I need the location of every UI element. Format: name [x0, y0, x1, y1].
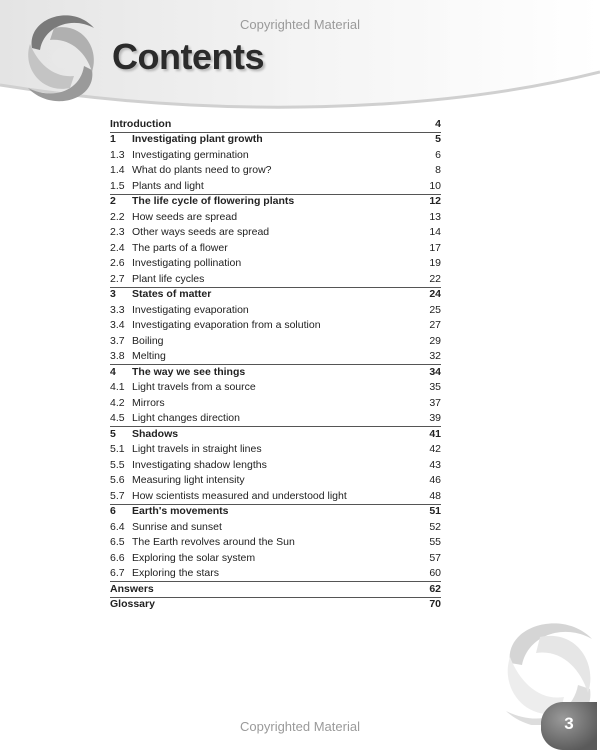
- toc-number: 5.7: [110, 489, 125, 502]
- toc-page-number: 41: [429, 427, 441, 440]
- toc-title: How scientists measured and understood light: [132, 489, 347, 502]
- toc-number: 6: [110, 505, 116, 517]
- toc-number: 3.3: [110, 303, 125, 316]
- toc-number: 5.5: [110, 458, 125, 471]
- toc-section-row: [110, 209, 441, 225]
- toc-chapter-row: [110, 116, 441, 132]
- toc-title: Plants and light: [132, 179, 204, 192]
- toc-title: Shadows: [132, 427, 179, 440]
- toc-chapter-row: [110, 426, 441, 442]
- toc-number: 2: [110, 195, 116, 207]
- toc-section-row: [110, 395, 441, 411]
- toc-page-number: 5: [435, 133, 441, 145]
- page-number: 3: [564, 714, 574, 733]
- toc-title: How seeds are spread: [132, 210, 238, 223]
- toc-section-row: [110, 457, 441, 473]
- toc-page-number: 19: [429, 257, 441, 269]
- toc-page-number: 34: [429, 365, 441, 378]
- toc-section-row: [110, 349, 441, 365]
- toc-title: Melting: [132, 350, 166, 362]
- toc-title: Earth's movements: [132, 505, 229, 517]
- toc-page-number: 12: [429, 195, 441, 207]
- toc-title: Exploring the solar system: [132, 551, 256, 564]
- toc-page-number: 37: [429, 396, 441, 409]
- page-title: Contents: [112, 36, 264, 77]
- toc-title: The Earth revolves around the Sun: [132, 536, 295, 548]
- toc-section-row: [110, 163, 441, 179]
- toc-title: The way we see things: [132, 365, 246, 378]
- toc-title: Investigating evaporation from a solution: [132, 319, 321, 331]
- toc-chapter-row: [110, 132, 441, 148]
- toc-number: 3.8: [110, 350, 125, 362]
- toc-section-row: [110, 147, 441, 163]
- toc-section-row: [110, 380, 441, 396]
- toc-number: 2.7: [110, 272, 125, 285]
- toc-page-number: 22: [429, 272, 441, 285]
- toc-page-number: 55: [429, 536, 441, 548]
- toc-number: 4.2: [110, 396, 125, 409]
- toc-page-number: 4: [435, 117, 441, 130]
- toc-title: Investigating shadow lengths: [132, 458, 267, 471]
- toc-number: 1.3: [110, 148, 125, 161]
- toc-page-number: 6: [435, 148, 441, 161]
- table-of-contents: [110, 116, 441, 612]
- toc-number: 3.4: [110, 319, 125, 331]
- toc-number: 2.4: [110, 241, 125, 254]
- toc-page-number: 52: [429, 520, 441, 533]
- copyright-watermark-top: Copyrighted Material: [240, 17, 360, 32]
- toc-section-row: [110, 535, 441, 551]
- toc-chapter-row: [110, 581, 441, 597]
- toc-number: 6.6: [110, 551, 125, 564]
- toc-page-number: 24: [429, 288, 441, 300]
- toc-page-number: 10: [429, 179, 441, 192]
- toc-page-number: 17: [429, 241, 441, 254]
- toc-page-number: 43: [429, 458, 441, 471]
- toc-section-row: [110, 178, 441, 194]
- toc-number: 4: [110, 365, 116, 378]
- toc-title: Investigating germination: [132, 148, 249, 161]
- toc-section-row: [110, 519, 441, 535]
- toc-title: Exploring the stars: [132, 567, 219, 579]
- toc-chapter-row: [110, 287, 441, 303]
- toc-page-number: 60: [429, 567, 441, 579]
- toc-number: 3.7: [110, 334, 125, 347]
- toc-page-number: 13: [429, 210, 441, 223]
- toc-number: 2.6: [110, 257, 125, 269]
- toc-page-number: 62: [429, 582, 441, 595]
- toc-chapter-row: [110, 194, 441, 210]
- toc-section-row: [110, 442, 441, 458]
- toc-title: Investigating plant growth: [132, 133, 263, 145]
- toc-section-row: [110, 240, 441, 256]
- toc-title: Light travels from a source: [132, 381, 256, 393]
- toc-title: Plant life cycles: [132, 272, 205, 285]
- toc-page-number: 51: [429, 505, 441, 517]
- toc-number: 6.5: [110, 536, 125, 548]
- toc-number: 4.1: [110, 381, 125, 393]
- toc-title: Light travels in straight lines: [132, 443, 262, 455]
- toc-title: The parts of a flower: [132, 241, 228, 254]
- toc-chapter-row: [110, 364, 441, 380]
- toc-page-number: 25: [429, 303, 441, 316]
- toc-section-row: [110, 411, 441, 427]
- toc-page-number: 35: [429, 381, 441, 393]
- toc-section-row: [110, 333, 441, 349]
- toc-page-number: 46: [429, 474, 441, 486]
- toc-title: Mirrors: [132, 396, 165, 409]
- toc-page-number: 70: [429, 598, 441, 610]
- toc-number: 5: [110, 427, 116, 440]
- toc-chapter-row: [110, 597, 441, 613]
- toc-title: What do plants need to grow?: [132, 164, 272, 176]
- toc-page-number: 48: [429, 489, 441, 502]
- toc-number: 5.1: [110, 443, 125, 455]
- toc-number: 1.5: [110, 179, 125, 192]
- toc-page-number: 14: [429, 226, 441, 238]
- toc-title: Other ways seeds are spread: [132, 226, 270, 238]
- toc-section-row: [110, 225, 441, 241]
- toc-title: Light changes direction: [132, 412, 240, 424]
- toc-chapter-row: [110, 504, 441, 520]
- toc-title: Sunrise and sunset: [132, 520, 222, 533]
- toc-page-number: 57: [429, 551, 441, 564]
- toc-number: 1.4: [110, 164, 125, 176]
- toc-section-row: [110, 550, 441, 566]
- toc-page-number: 39: [429, 412, 441, 424]
- toc-number: 6.4: [110, 520, 125, 533]
- toc-section-row: [110, 271, 441, 287]
- toc-page-number: 27: [429, 319, 441, 331]
- toc-page-number: 29: [429, 334, 441, 347]
- toc-number: 1: [110, 133, 116, 145]
- toc-page-number: 8: [435, 164, 441, 176]
- copyright-watermark-bottom: Copyrighted Material: [240, 719, 360, 734]
- toc-title: Answers: [110, 582, 154, 595]
- toc-section-row: [110, 256, 441, 272]
- toc-title: The life cycle of flowering plants: [132, 195, 295, 207]
- toc-title: Investigating pollination: [132, 257, 242, 269]
- toc-title: Investigating evaporation: [132, 303, 249, 316]
- toc-number: 3: [110, 288, 116, 300]
- toc-number: 4.5: [110, 412, 125, 424]
- toc-page-number: 42: [429, 443, 441, 455]
- toc-section-row: [110, 473, 441, 489]
- toc-section-row: [110, 318, 441, 334]
- toc-title: Boiling: [132, 334, 164, 347]
- toc-number: 6.7: [110, 567, 125, 579]
- toc-page-number: 32: [429, 350, 441, 362]
- toc-number: 2.3: [110, 226, 125, 238]
- toc-title: Glossary: [110, 598, 155, 610]
- toc-number: 2.2: [110, 210, 125, 223]
- toc-section-row: [110, 566, 441, 582]
- toc-section-row: [110, 302, 441, 318]
- toc-section-row: [110, 488, 441, 504]
- toc-number: 5.6: [110, 474, 125, 486]
- toc-title: Introduction: [110, 117, 172, 130]
- toc-title: Measuring light intensity: [132, 474, 245, 486]
- toc-title: States of matter: [132, 288, 212, 300]
